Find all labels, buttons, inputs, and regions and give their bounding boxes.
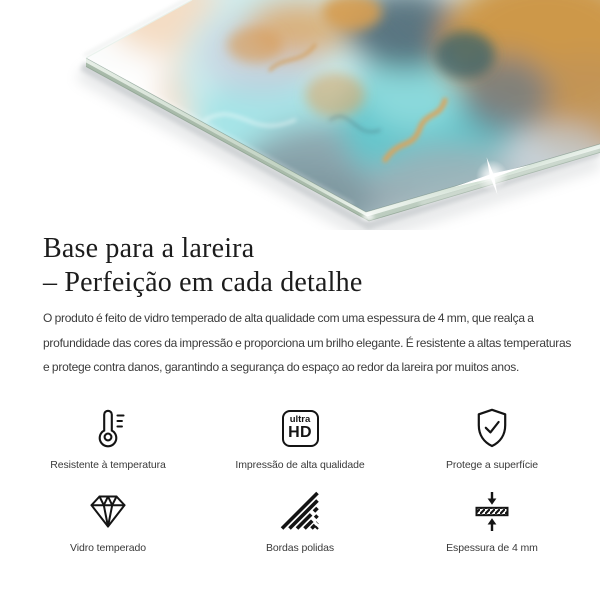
feature-label: Protege a superfície	[446, 459, 538, 471]
feature-print-quality	[204, 406, 396, 471]
feature-temperature	[12, 406, 204, 471]
ultra-hd-icon-text-bottom: HD	[288, 424, 312, 442]
feature-label: Resistente à temperatura	[50, 459, 166, 471]
features-grid	[0, 406, 600, 554]
polished-edges-icon	[278, 489, 322, 533]
page-title	[43, 232, 579, 300]
feature-label: Bordas polidas	[265, 542, 335, 554]
product-description: O produto é feito de vidro temperado de alta qualidade com uma espessura de 4 mm, que realça a profundidade das cores da impressão e proporciona um brilho elegante. É resistente a altas temperaturas e protege contra danos, garantindo a segurança do espaço ao redor da lareira por muitos anos.	[43, 311, 572, 374]
feature-polished-edges	[204, 489, 396, 554]
ultra-hd-icon	[278, 406, 322, 450]
feature-label: Espessura de 4 mm	[446, 542, 538, 554]
thickness-arrows-icon	[470, 489, 514, 533]
feature-label: Vidro temperado	[70, 542, 146, 554]
feature-surface-protection	[396, 406, 588, 471]
thermometer-icon	[86, 406, 130, 450]
feature-label: Impressão de alta qualidade	[235, 459, 365, 471]
page-title-line1: Base para a lareira	[43, 233, 255, 264]
hero-product-image	[0, 0, 600, 230]
diamond-icon	[86, 489, 130, 533]
ultra-hd-icon-text-top: ultra	[289, 413, 311, 425]
page-title-line2: – Perfeição em cada detalhe	[43, 267, 363, 298]
shield-check-icon	[470, 406, 514, 450]
content-block	[43, 230, 579, 380]
feature-thickness	[396, 489, 588, 554]
feature-tempered-glass	[12, 489, 204, 554]
